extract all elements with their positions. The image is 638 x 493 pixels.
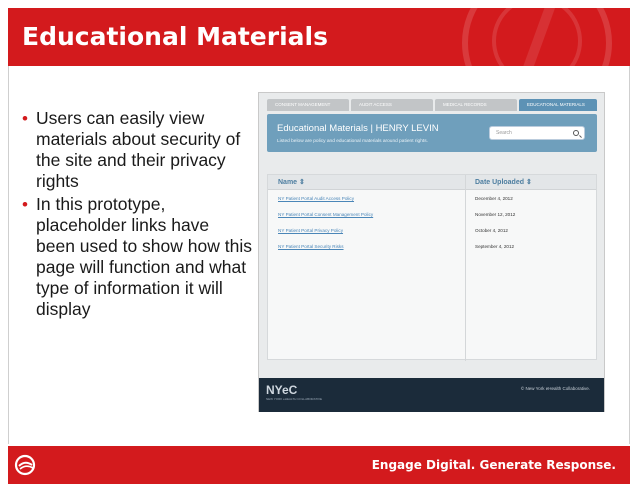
embedded-screenshot xyxy=(258,92,605,412)
slide-header xyxy=(8,8,630,66)
tab-consent-management[interactable]: CONSENT MANAGEMENT xyxy=(267,99,349,111)
table-row xyxy=(268,192,596,208)
search-placeholder: Search xyxy=(496,130,512,136)
page-banner xyxy=(267,114,597,152)
banner-title: Educational Materials | HENRY LEVIN xyxy=(277,123,439,134)
bullet-item xyxy=(22,108,252,192)
bullet-list xyxy=(22,108,252,322)
material-date: September 4, 2012 xyxy=(475,244,515,249)
bullet-dot-icon: • xyxy=(22,195,28,214)
copyright-text: © New York eHealth Collaborative. xyxy=(520,386,590,391)
material-date: November 12, 2012 xyxy=(475,212,516,217)
bullet-text: In this prototype, placeholder links have been used to show how this page will function and what type of information it will display xyxy=(36,194,252,319)
table-row xyxy=(268,240,596,256)
slide-title: Educational Materials xyxy=(22,22,328,51)
nyec-logo: NYeC xyxy=(266,383,298,397)
table-row xyxy=(268,208,596,224)
bullet-dot-icon: • xyxy=(22,109,28,128)
tagline: Engage Digital. Generate Response. xyxy=(371,458,616,472)
tab-bar xyxy=(267,99,597,111)
column-header-date[interactable]: Date Uploaded ⇕ xyxy=(475,179,532,186)
table-header xyxy=(268,175,596,190)
bullet-item xyxy=(22,194,252,320)
material-date: December 4, 2012 xyxy=(475,196,513,201)
column-header-name[interactable]: Name ⇕ xyxy=(278,179,305,186)
material-link[interactable]: NY Patient Portal Privacy Policy xyxy=(278,228,344,233)
material-link[interactable]: NY Patient Portal Audit Access Policy xyxy=(278,196,355,201)
tab-medical-records[interactable]: MEDICAL RECORDS xyxy=(435,99,517,111)
bullet-text: Users can easily view materials about security of the site and their privacy rights xyxy=(36,108,241,191)
material-date: October 4, 2012 xyxy=(475,228,508,233)
brand-mark-icon xyxy=(14,454,38,476)
banner-description: Listed below are policy and educational materials around patient rights. xyxy=(277,139,428,144)
material-link[interactable]: NY Patient Portal Consent Management Policy xyxy=(278,212,374,217)
tab-educational-materials[interactable]: EDUCATIONAL MATERIALS xyxy=(519,99,597,111)
search-input[interactable] xyxy=(489,126,585,140)
tab-audit-access[interactable]: AUDIT ACCESS xyxy=(351,99,433,111)
materials-table xyxy=(267,174,597,360)
material-link[interactable]: NY Patient Portal Security Risks xyxy=(278,244,344,249)
slide-footer xyxy=(8,446,630,484)
portal-footer xyxy=(259,378,604,412)
table-row xyxy=(268,224,596,240)
nyec-logo-subtitle: NEW YORK eHEALTH COLLABORATIVE xyxy=(266,397,323,401)
search-icon[interactable] xyxy=(573,130,579,136)
